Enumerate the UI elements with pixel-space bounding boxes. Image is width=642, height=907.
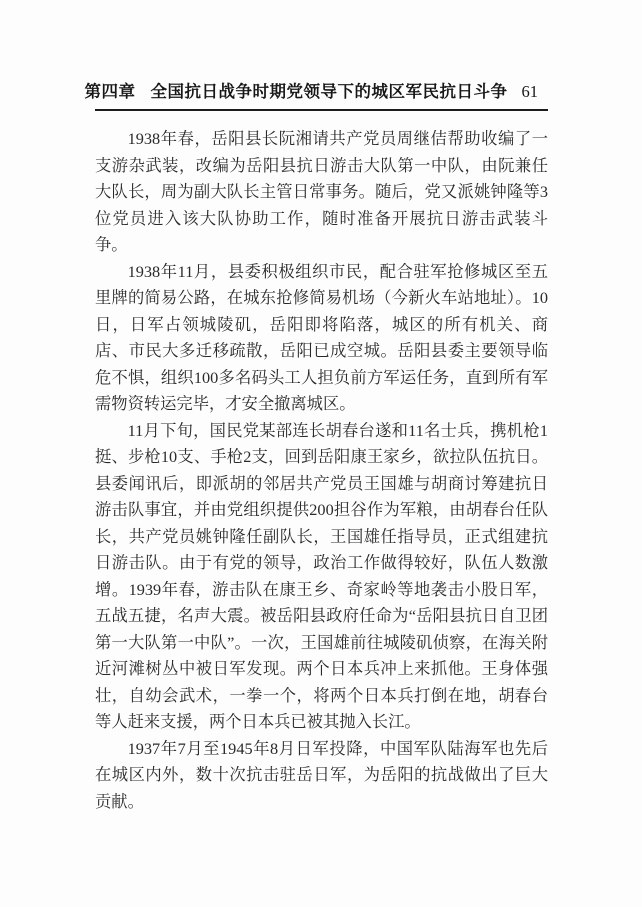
page-header [84, 78, 548, 111]
chapter-label: 第四章 [84, 83, 136, 101]
paragraph: 1938年11月，县委积极组织市民，配合驻军抢修城区至五里牌的简易公路，在城东抢修简易机场（今新火车站地址）。10日，日军占领城陵矶，岳阳即将陷落，城区的所有机关、商店、市民大多迁移疏散，岳阳已成空城。岳阳县委主要领导临危不惧，组织100多名码头工人担负前方军运任务，直到所有军需物资转运完毕，才安全撤离城区。 [95, 261, 548, 413]
page-number: 61 [521, 82, 538, 101]
paragraph: 11月下旬，国民党某部连长胡春台遂和11名士兵，携机枪1挺、步枪10支、手枪2支，回到岳阳康王家乡，欲拉队伍抗日。县委闻讯后，即派胡的邻居共产党员王国雄与胡商讨筹建抗日游击队事宜，并由党组织提供200担谷作为军粮，由胡春台任队长，共产党员姚钟隆任副队长，王国雄任指导员，正式组建抗日游击队。由于有党的领导，政治工作做得较好，队伍人数激增。1939年春，游击队在康王乡、奇家岭等地袭击小股日军，五战五捷，名声大震。被岳阳县政府任命为“岳阳县抗日自卫团第一大队第一中队”。一次，王国雄前往城陵矶侦察，在海关附近河滩树丛中被日军发现。两个日本兵冲上来抓他。王身体强壮，自幼会武术，一拳一个，将两个日本兵打倒在地，胡春台等人赶来支援，两个日本兵已被其抛入长江。 [95, 420, 548, 731]
body-text [95, 126, 548, 815]
page-content [84, 78, 548, 815]
chapter-title: 全国抗日战争时期党领导下的城区军民抗日斗争 [150, 83, 508, 101]
paragraph: 1937年7月至1945年8月日军投降，中国军队陆海军也先后在城区内外，数十次抗击驻岳日军，为岳阳的抗战做出了巨大贡献。 [95, 738, 548, 811]
paragraph: 1938年春，岳阳县长阮湘请共产党员周继佶帮助收编了一支游杂武装，改编为岳阳县抗日游击大队第一中队，由阮兼任大队长，周为副大队长主管日常事务。随后，党又派姚钟隆等3位党员进入该大队协助工作，随时准备开展抗日游击武装斗争。 [95, 129, 548, 254]
